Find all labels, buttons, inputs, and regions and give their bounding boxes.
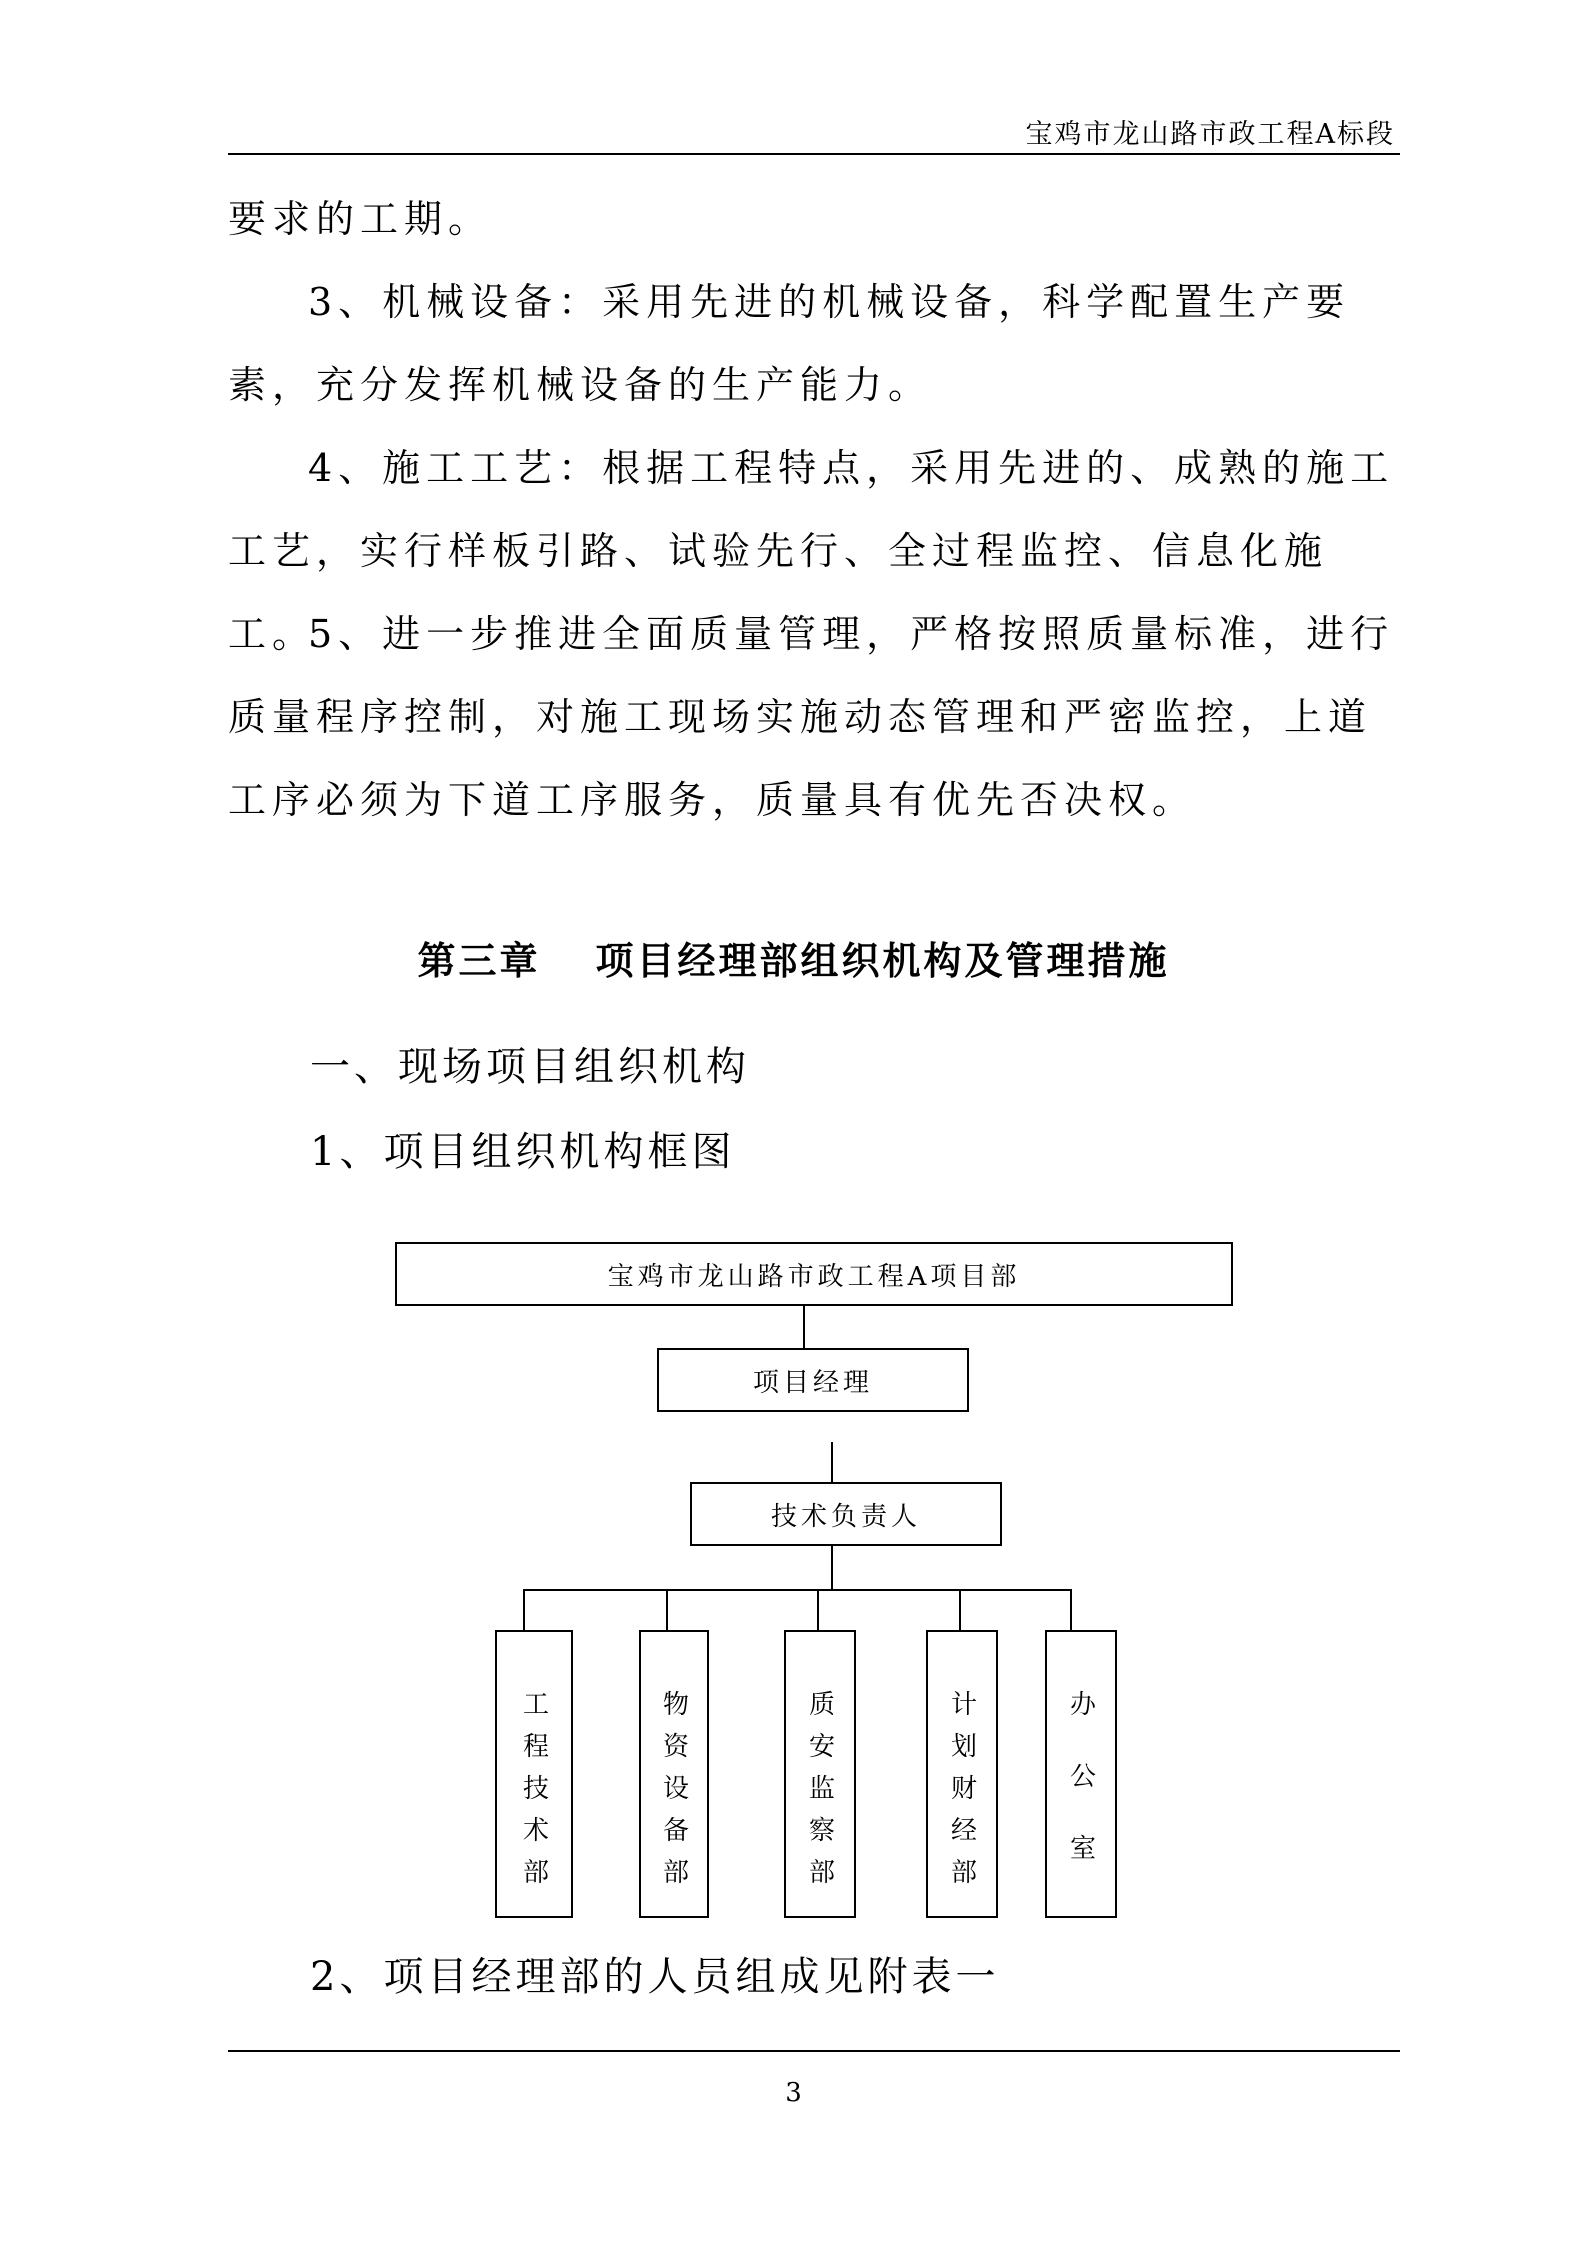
section-heading: 一、现场项目组织机构 [310, 1044, 750, 1090]
page-number: 3 [785, 2078, 802, 2108]
org-node-quality-safety-dept [784, 1630, 856, 1918]
org-node-project-department: 宝鸡市龙山路市政工程A项目部 [395, 1242, 1233, 1306]
footer-rule [228, 2050, 1400, 2052]
connector-top-manager [803, 1306, 805, 1348]
dept-label: 工程技术部 [518, 1690, 549, 1900]
paragraph-4: 5、进一步推进全面质量管理，严格按照质量标准，进行质量程序控制，对施工现场实施动态管理和严密监控，上道工序必须为下道工序服务，质量具有优先否决权。 [228, 612, 1395, 822]
org-node-materials-equipment-dept [639, 1630, 709, 1918]
connector-dept-3 [817, 1589, 819, 1630]
dept-label: 办公室 [1065, 1690, 1096, 1906]
header-title: 宝鸡市龙山路市政工程A标段 [1025, 119, 1395, 150]
chapter-heading [0, 930, 1587, 985]
connector-manager-techlead [831, 1442, 833, 1482]
org-node-office [1045, 1630, 1117, 1918]
dept-label: 物资设备部 [658, 1690, 689, 1900]
org-node-tech-lead: 技术负责人 [690, 1482, 1002, 1546]
header-rule [228, 153, 1400, 155]
connector-techlead-bus [831, 1546, 833, 1590]
dept-label: 计划财经部 [946, 1690, 977, 1900]
dept-label: 质安监察部 [804, 1690, 835, 1900]
org-node-engineering-tech-dept [495, 1630, 573, 1918]
chapter-number: 第三章 [417, 938, 541, 983]
org-node-planning-finance-dept [926, 1630, 998, 1918]
connector-dept-1 [523, 1589, 525, 1630]
paragraph-1: 要求的工期。 [228, 197, 493, 241]
connector-dept-5 [1070, 1589, 1072, 1630]
org-node-project-manager: 项目经理 [657, 1348, 969, 1412]
subsection-heading-2: 2、项目经理部的人员组成见附表一 [310, 1954, 1000, 2000]
connector-dept-4 [959, 1589, 961, 1630]
paragraph-3: 4、施工工艺：根据工程特点，采用先进的、成熟的施工工艺，实行样板引路、试验先行、全过程监控、信息化施工。 [228, 446, 1395, 656]
chapter-title: 项目经理部组织机构及管理措施 [595, 938, 1170, 983]
connector-department-bus [523, 1589, 1071, 1591]
paragraph-2: 3、机械设备：采用先进的机械设备，科学配置生产要素，充分发挥机械设备的生产能力。 [228, 280, 1351, 407]
connector-dept-2 [666, 1589, 668, 1630]
subsection-heading-1: 1、项目组织机构框图 [310, 1129, 736, 1175]
